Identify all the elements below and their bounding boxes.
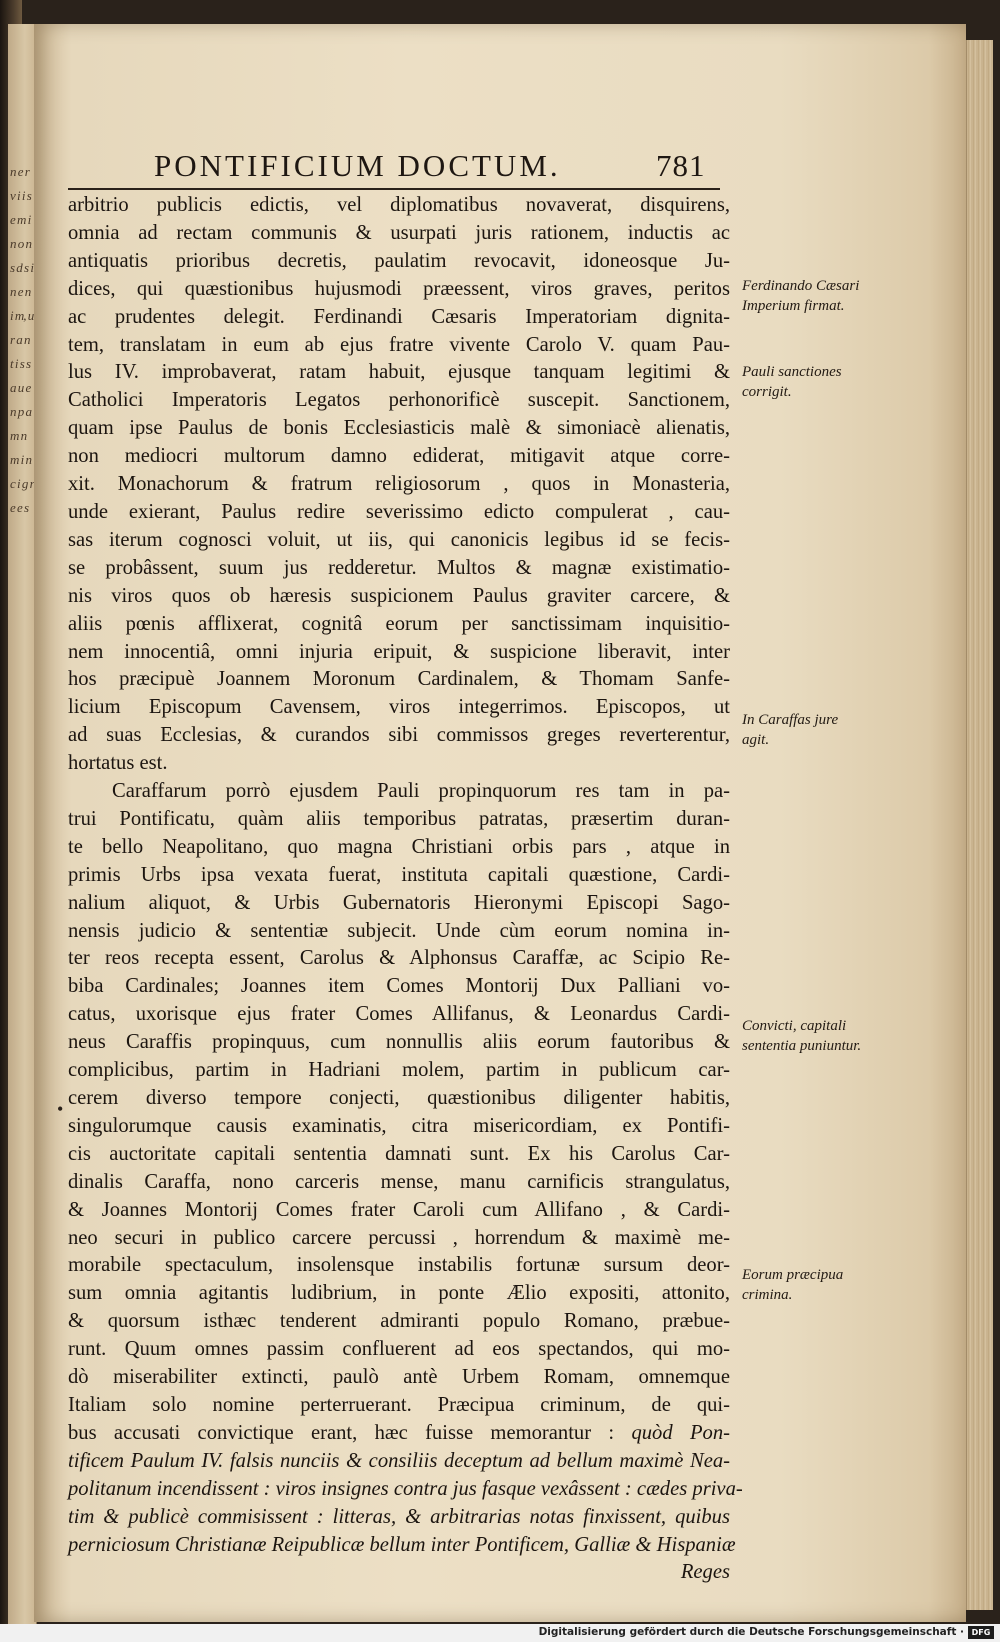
text-line: sum omnia agitantis ludibrium, in ponte Ælio expositi, attonito, [68, 1282, 730, 1305]
italic-text-line: politanum incendissent : viros insignes contra jus fasque vexâssent : cædes priva- [68, 1477, 743, 1500]
text-line: lus IV. improbaverat, ratam habuit, ejusque tanquam legitimi & [68, 361, 730, 384]
dfg-logo: DFG [968, 1626, 994, 1639]
text-line: nis viros quos ob hæresis suspicionem Paulus graviter carcere, & [68, 584, 730, 607]
page-number: 781 [656, 148, 706, 183]
text-line: te bello Neapolitano, quo magna Christiani orbis pars , atque in [68, 835, 730, 858]
margin-note-ferdinando: Ferdinando Cæsari Imperium firmat. [742, 278, 860, 314]
text-line: neus Caraffis propinquus, cum nonnullis aliis eorum fautoribus & [68, 1031, 730, 1054]
text-line: unde exierant, Paulus redire severissimo edicto compulerat , cau- [68, 500, 730, 523]
text-line: non mediocri multorum damno ediderat, mitigavit atque corre- [68, 445, 730, 468]
header-rule [68, 188, 720, 190]
margin-note-crimina: Eorum præcipua crimina. [742, 1267, 844, 1303]
text-line-with-italic-tail [68, 1420, 730, 1448]
text-line: hos præcipuè Joannem Moronum Cardinalem, & Thomam Sanfe- [68, 668, 730, 691]
text-line: nalium aliquot, & Urbis Gubernatoris Hieronymi Episcopi Sago- [68, 891, 730, 914]
text-line: omnia ad rectam communis & usurpati juris rationem, inductis ac [68, 221, 730, 244]
text-line: neo securi in publico carcere percussi , horrendum & maximè me- [68, 1226, 730, 1249]
text-line: se probâssent, suum jus redderetur. Multos & magnæ existimatio- [68, 556, 730, 579]
catchword: Reges [680, 1561, 730, 1584]
page-fore-edge [966, 40, 993, 1610]
footer-credit: Digitalisierung gefördert durch die Deutsche Forschungsgemeinschaft · [538, 1626, 964, 1638]
text-line: Italiam solo nomine perterruerant. Præcipua criminum, de qui- [68, 1393, 730, 1416]
italic-text-line: tificem Paulum IV. falsis nunciis & consiliis deceptum ad bellum maximè Nea- [68, 1449, 730, 1472]
text-line: ad suas Ecclesias, & curandos sibi commissos greges reverterentur, [68, 724, 730, 747]
text-line: biba Cardinales; Joannes item Comes Montorij Dux Palliani vo- [68, 975, 730, 998]
margin-mark: • [57, 1099, 64, 1119]
text-line: dinalis Caraffa, nono carceris mense, manu carnificis strangulatus, [68, 1170, 730, 1193]
text-line: antiquatis prioribus decretis, paulatim revocavit, idoneosque Ju- [68, 249, 730, 272]
text-line: aliis pœnis afflixerat, cognitâ eorum per sanctissimam inquisitio- [68, 612, 730, 635]
running-header [118, 148, 718, 188]
main-text-block [68, 192, 743, 1587]
text-line: runt. Quum omnes passim confluerent ad eos spectandos, qui mo- [68, 1338, 730, 1361]
italic-text-line: tim & publicè commisissent : litteras, & arbitrarias notas finxissent, quibus [68, 1505, 730, 1528]
left-page-bleed-text: n e r v i i s e m i n o n s d s i n e n i m, u r a n t i s s a u e n p a m n m i n c i g r e e s [10, 164, 34, 515]
text-line: & Joannes Montorij Comes frater Caroli cum Allifano , & Cardi- [68, 1198, 730, 1221]
italic-text-line: perniciosum Christianæ Reipublicæ bellum inter Pontificem, Galliæ & Hispaniæ [68, 1533, 736, 1556]
text-line: trui Pontificatu, quàm aliis temporibus patratas, præsertim duran- [68, 807, 730, 830]
text-line: dices, qui quæstionibus hujusmodi præessent, viros graves, peritos [68, 277, 730, 300]
italic-quote-start: quòd Pon- [631, 1421, 730, 1444]
text-line: catus, uxorisque ejus frater Comes Allifanus, & Leonardus Cardi- [68, 1003, 730, 1026]
header-title: PONTIFICIUM DOCTUM. [154, 148, 561, 183]
text-line: & quorsum isthæc tenderent admiranti populo Romano, præbue- [68, 1310, 730, 1333]
text-line: cis auctoritate capitali sententia damnati sunt. Ex his Carolus Car- [68, 1142, 730, 1165]
text-line: singulorumque causis examinatis, citra misericordiam, ex Pontifi- [68, 1114, 730, 1137]
text-line: dò miserabiliter extincti, paulò antè Urbem Romam, omnemque [68, 1366, 730, 1389]
margin-note-caraffas: In Caraffas jure agit. [742, 712, 839, 748]
text-line: complicibus, partim in Hadriani molem, partim in publicum car- [68, 1059, 730, 1082]
text-line: quam ipse Paulus de bonis Ecclesiasticis malè & simoniacè alienatis, [68, 417, 730, 440]
text-line: ter reos recepta essent, Carolus & Alphonsus Caraffæ, ac Scipio Re- [68, 947, 730, 970]
text-line: nensis judicio & sententiæ subjecit. Unde cùm eorum nomina in- [68, 919, 730, 942]
margin-note-convicti: Convicti, capitali sententia puniuntur. [742, 1018, 862, 1054]
text-line: tem, translatam in eum ab ejus fratre vivente Carolo V. quam Pau- [68, 333, 730, 356]
text-line: Catholici Imperatoris Legatos perhonorificè suscepit. Sanctionem, [68, 389, 730, 412]
text-line: ac prudentes delegit. Ferdinandi Cæsaris Imperatoriam dignita- [68, 305, 730, 328]
text-line: xit. Monachorum & fratrum religiosorum , quos in Monasteria, [68, 473, 730, 496]
text-line: sas iterum cognosci voluit, ut iis, qui canonicis legibus id se fecis- [68, 528, 730, 551]
text-line: licium Episcopum Cavensem, viros integerrimos. Episcopos, ut [68, 696, 730, 719]
paragraph-first-line: Caraffarum porrò ejusdem Pauli propinquorum res tam in pa- [112, 780, 730, 803]
text-line: arbitrio publicis edictis, vel diplomatibus novaverat, disquirens, [68, 194, 730, 216]
text-line: nem innocentiâ, omni injuria eripuit, & suspicione liberavit, inter [68, 640, 730, 663]
text-line: primis Urbs ipsa vexata fuerat, instituta capitali quæstione, Cardi- [68, 863, 730, 886]
margin-note-pauli-sanctiones: Pauli sanctiones corrigit. [742, 364, 842, 400]
text-line: morabile spectaculum, insolensque instabilis fortunæ sursum deor- [68, 1254, 730, 1277]
text-line: cerem diverso tempore conjecti, quæstionibus diligenter habitis, [68, 1087, 730, 1109]
text-line: hortatus est. [68, 752, 168, 775]
text-line-roman-part: bus accusati convictique erant, hæc fuisse memorantur : [68, 1421, 615, 1444]
